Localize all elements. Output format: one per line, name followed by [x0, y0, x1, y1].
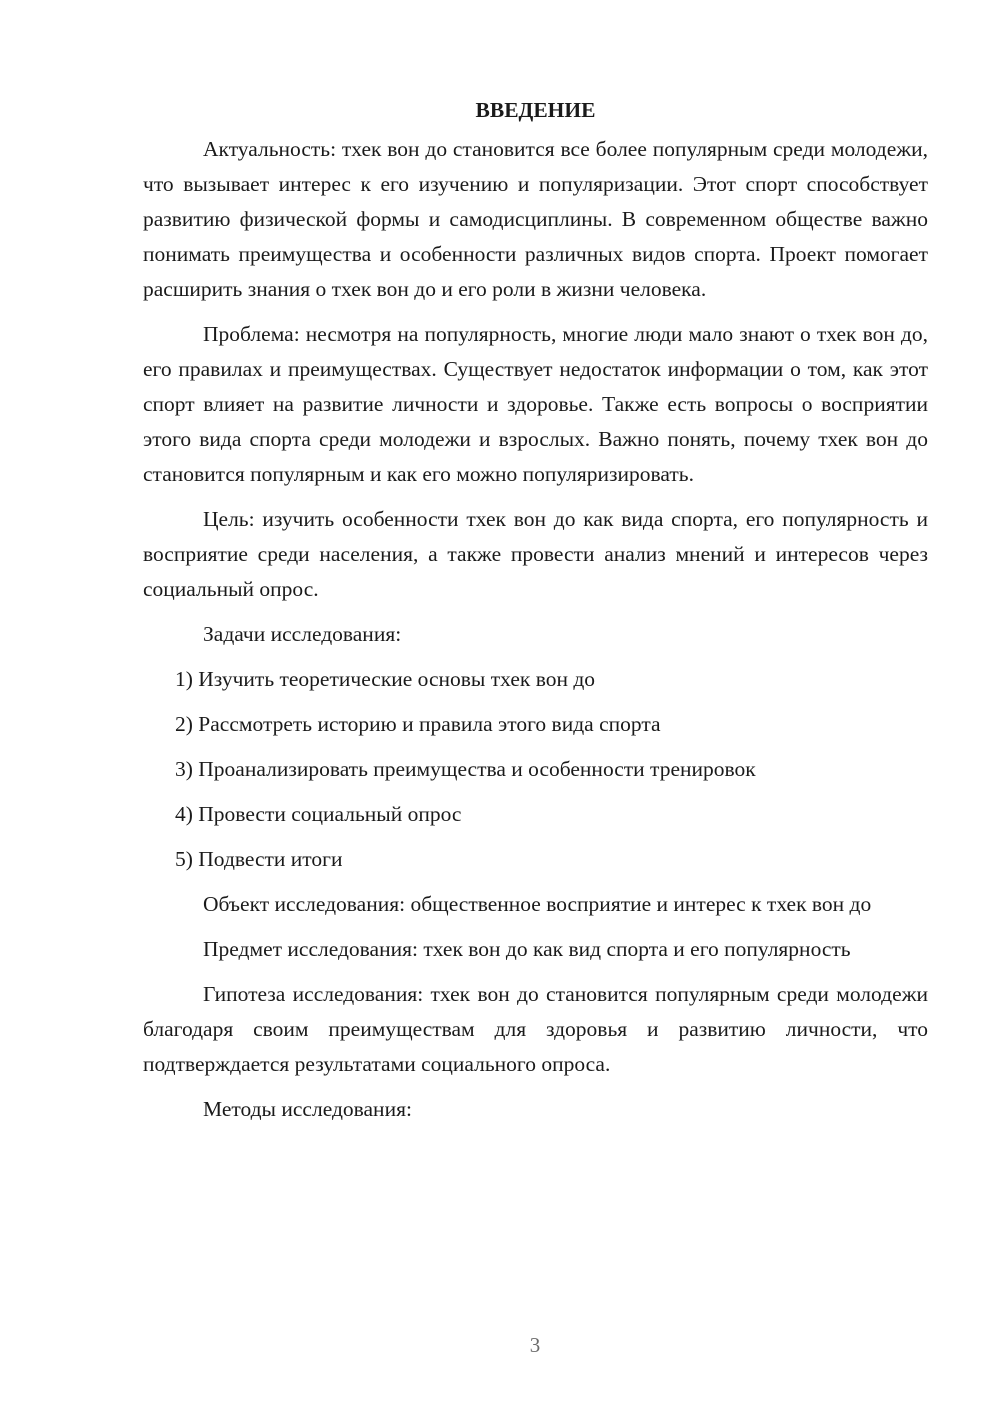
list-item: 2) Рассмотреть историю и правила этого вида спорта — [175, 712, 661, 736]
tasks-list — [143, 662, 928, 877]
relevance-paragraph: Актуальность: тхек вон до становится все более популярным среди молодежи, что вызывает интерес к его изучению и популяризации. Этот спорт способствует развитию физической формы и самодисциплины. В современном обществе важно понимать преимущества и особенности различных видов спорта. Проект помогает расширить знания о тхек вон до и его роли в жизни человека. — [143, 137, 928, 301]
object-paragraph: Объект исследования: общественное восприятие и интерес к тхек вон до — [203, 892, 872, 916]
tasks-heading: Задачи исследования: — [203, 622, 402, 646]
list-item: 1) Изучить теоретические основы тхек вон до — [175, 667, 596, 691]
subject-paragraph: Предмет исследования: тхек вон до как вид спорта и его популярность — [203, 937, 851, 961]
goal-paragraph: Цель: изучить особенности тхек вон до как вида спорта, его популярность и восприятие среди населения, а также провести анализ мнений и интересов через социальный опрос. — [143, 507, 928, 601]
page-title: ВВЕДЕНИЕ — [475, 98, 596, 122]
page-content — [143, 93, 928, 1137]
page-number: 3 — [529, 1333, 541, 1357]
list-item: 4) Провести социальный опрос — [175, 802, 462, 826]
list-item: 3) Проанализировать преимущества и особенности тренировок — [175, 757, 756, 781]
list-item: 5) Подвести итоги — [175, 847, 343, 871]
problem-paragraph: Проблема: несмотря на популярность, многие люди мало знают о тхек вон до, его правилах и преимуществах. Существует недостаток информации о том, как этот спорт влияет на развитие личности и здоровье. Также есть вопросы о восприятии этого вида спорта среди молодежи и взрослых. Важно понять, почему тхек вон до становится популярным и как его можно популяризировать. — [143, 322, 928, 486]
methods-heading: Методы исследования: — [203, 1097, 412, 1121]
hypothesis-paragraph: Гипотеза исследования: тхек вон до становится популярным среди молодежи благодаря своим преимуществам для здоровья и развитию личности, что подтверждается результатами социального опроса. — [143, 982, 928, 1076]
